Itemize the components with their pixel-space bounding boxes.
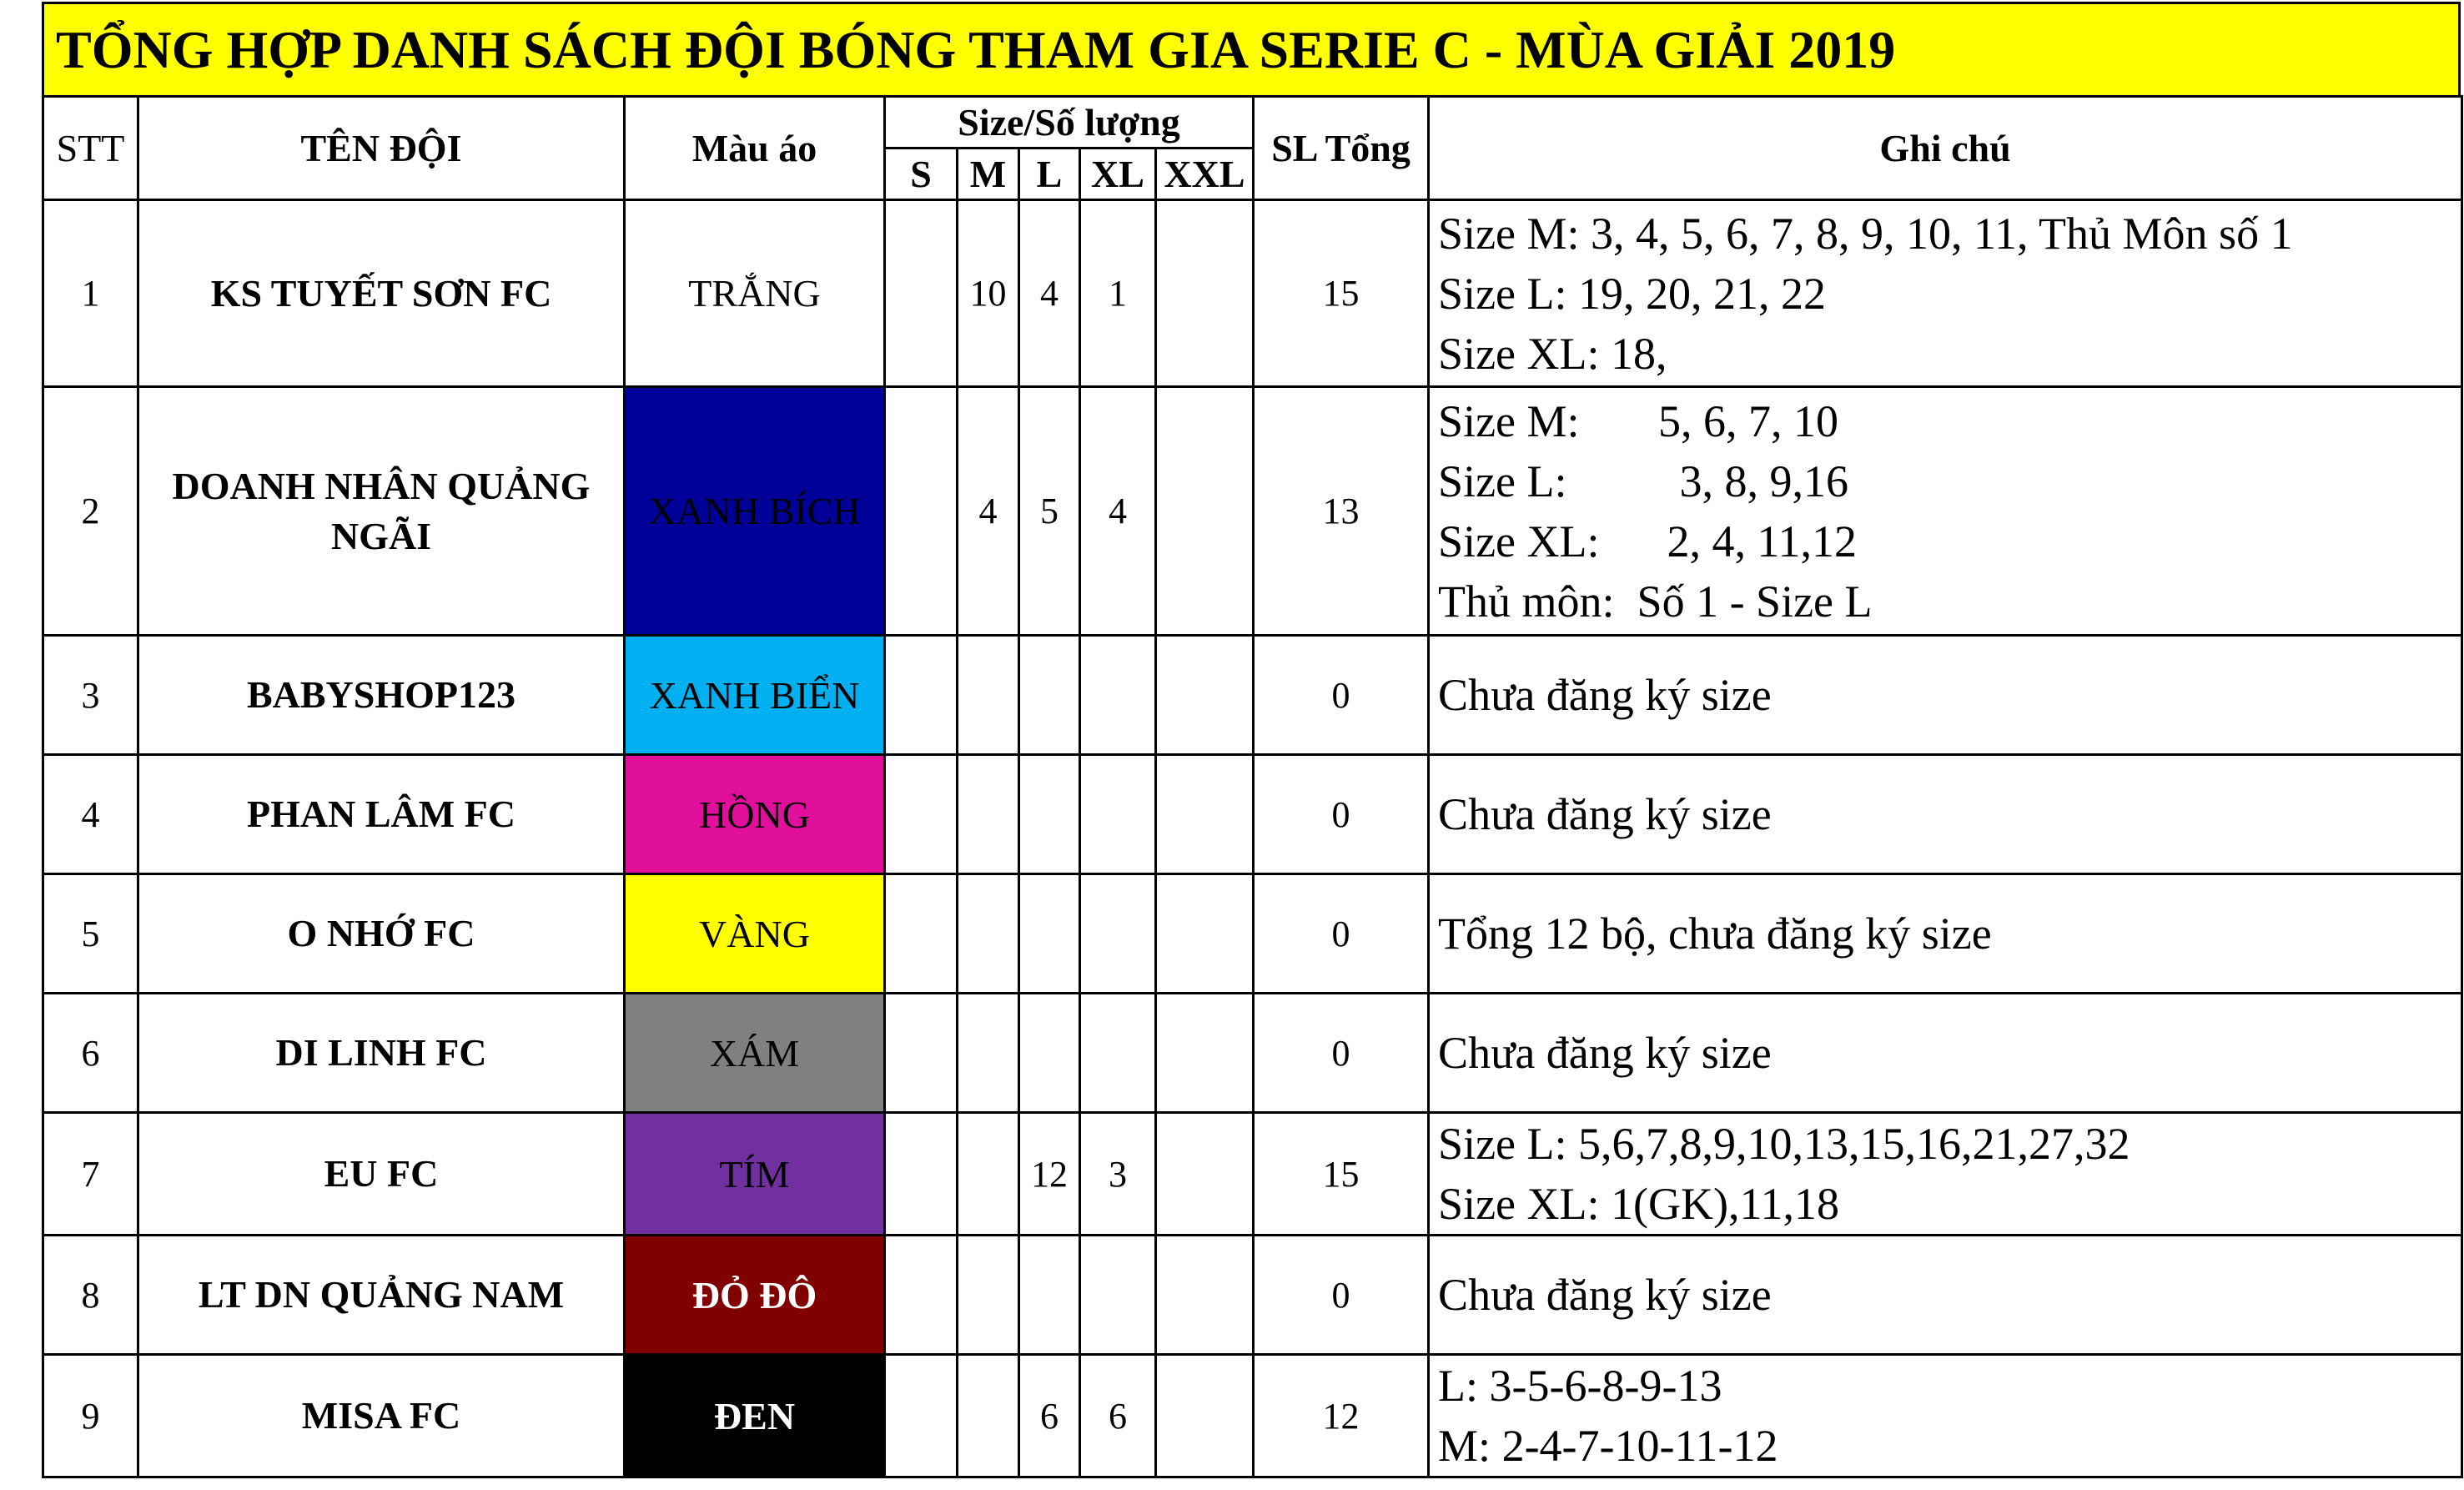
size-s-cell[interactable] xyxy=(885,1236,958,1355)
table-row xyxy=(43,994,2462,1113)
shirt-color-cell[interactable]: TÍM xyxy=(625,1113,885,1236)
stt-cell[interactable]: 2 xyxy=(43,387,138,636)
note-cell[interactable] xyxy=(1429,874,2462,994)
size-xl-cell[interactable] xyxy=(1080,874,1156,994)
table-row xyxy=(43,1236,2462,1355)
note-cell[interactable] xyxy=(1429,755,2462,874)
size-m-cell[interactable] xyxy=(958,1236,1019,1355)
header-size-l[interactable]: L xyxy=(1019,148,1080,200)
team-name-cell[interactable]: EU FC xyxy=(138,1113,625,1236)
note-cell[interactable] xyxy=(1429,1355,2462,1477)
size-s-cell[interactable] xyxy=(885,874,958,994)
note-line: Chưa đăng ký size xyxy=(1438,789,1772,839)
size-xxl-cell[interactable] xyxy=(1156,755,1254,874)
note-line: Size L: 19, 20, 21, 22 xyxy=(1438,268,1827,319)
header-size-xxl[interactable]: XXL xyxy=(1156,148,1254,200)
size-xxl-cell[interactable] xyxy=(1156,1355,1254,1477)
header-size-s[interactable]: S xyxy=(885,148,958,200)
note-line: Size XL: 2, 4, 11,12 xyxy=(1438,516,1857,566)
note-line: Tổng 12 bộ, chưa đăng ký size xyxy=(1438,909,1992,959)
note-line: Size M: 3, 4, 5, 6, 7, 8, 9, 10, 11, Thủ Môn số 1 xyxy=(1438,208,2293,259)
total-cell[interactable]: 15 xyxy=(1254,200,1429,387)
size-m-cell[interactable] xyxy=(958,1355,1019,1477)
size-xl-cell[interactable]: 6 xyxy=(1080,1355,1156,1477)
team-name-cell[interactable]: DOANH NHÂN QUẢNG NGÃI xyxy=(138,387,625,636)
header-size-m[interactable]: M xyxy=(958,148,1019,200)
size-xxl-cell[interactable] xyxy=(1156,1236,1254,1355)
note-line: Chưa đăng ký size xyxy=(1438,670,1772,720)
size-l-cell[interactable]: 4 xyxy=(1019,200,1080,387)
stt-cell[interactable]: 8 xyxy=(43,1236,138,1355)
stt-cell[interactable]: 7 xyxy=(43,1113,138,1236)
total-cell[interactable]: 0 xyxy=(1254,994,1429,1113)
size-m-cell[interactable] xyxy=(958,874,1019,994)
size-l-cell[interactable] xyxy=(1019,1236,1080,1355)
total-cell[interactable]: 15 xyxy=(1254,1113,1429,1236)
table-row xyxy=(43,1113,2462,1236)
stt-cell[interactable]: 4 xyxy=(43,755,138,874)
table-row xyxy=(43,874,2462,994)
note-line: Chưa đăng ký size xyxy=(1438,1028,1772,1078)
header-total[interactable]: SL Tổng xyxy=(1254,97,1429,200)
stt-cell[interactable]: 6 xyxy=(43,994,138,1113)
size-s-cell[interactable] xyxy=(885,994,958,1113)
shirt-color-cell[interactable]: ĐEN xyxy=(625,1355,885,1477)
header-team[interactable]: TÊN ĐỘI xyxy=(138,97,625,200)
spreadsheet xyxy=(42,2,2461,1478)
size-xl-cell[interactable] xyxy=(1080,1236,1156,1355)
total-cell[interactable]: 0 xyxy=(1254,874,1429,994)
note-cell[interactable] xyxy=(1429,994,2462,1113)
note-line: Size XL: 1(GK),11,18 xyxy=(1438,1179,1839,1229)
size-s-cell[interactable] xyxy=(885,755,958,874)
size-xl-cell[interactable] xyxy=(1080,755,1156,874)
size-xxl-cell[interactable] xyxy=(1156,200,1254,387)
size-m-cell[interactable]: 10 xyxy=(958,200,1019,387)
size-s-cell[interactable] xyxy=(885,200,958,387)
shirt-color-cell[interactable]: XÁM xyxy=(625,994,885,1113)
total-cell[interactable]: 0 xyxy=(1254,636,1429,755)
table-row xyxy=(43,387,2462,636)
note-line: Size L: 5,6,7,8,9,10,13,15,16,21,27,32 xyxy=(1438,1119,2130,1169)
note-cell[interactable] xyxy=(1429,1236,2462,1355)
size-m-cell[interactable]: 4 xyxy=(958,387,1019,636)
size-l-cell[interactable] xyxy=(1019,874,1080,994)
sheet-title[interactable]: TỔNG HỢP DANH SÁCH ĐỘI BÓNG THAM GIA SERIE C - MÙA GIẢI 2019 xyxy=(42,2,2461,95)
note-cell[interactable] xyxy=(1429,636,2462,755)
note-line: Thủ môn: Số 1 - Size L xyxy=(1438,576,1873,627)
table-row xyxy=(43,1355,2462,1477)
size-xxl-cell[interactable] xyxy=(1156,387,1254,636)
table-row xyxy=(43,636,2462,755)
size-s-cell[interactable] xyxy=(885,1355,958,1477)
note-cell[interactable] xyxy=(1429,1113,2462,1236)
stt-cell[interactable]: 3 xyxy=(43,636,138,755)
total-cell[interactable]: 0 xyxy=(1254,755,1429,874)
note-line: Size M: 5, 6, 7, 10 xyxy=(1438,395,1839,446)
size-s-cell[interactable] xyxy=(885,387,958,636)
size-xl-cell[interactable] xyxy=(1080,994,1156,1113)
shirt-color-cell[interactable]: XANH BIỂN xyxy=(625,636,885,755)
shirt-color-cell[interactable]: HỒNG xyxy=(625,755,885,874)
header-note[interactable]: Ghi chú xyxy=(1429,97,2462,200)
team-name-cell[interactable]: BABYSHOP123 xyxy=(138,636,625,755)
note-line: L: 3-5-6-8-9-13 xyxy=(1438,1361,1722,1411)
stt-cell[interactable]: 5 xyxy=(43,874,138,994)
size-xl-cell[interactable] xyxy=(1080,636,1156,755)
size-m-cell[interactable] xyxy=(958,636,1019,755)
total-cell[interactable]: 12 xyxy=(1254,1355,1429,1477)
header-stt[interactable]: STT xyxy=(43,97,138,200)
note-line: M: 2-4-7-10-11-12 xyxy=(1438,1421,1778,1471)
size-l-cell[interactable] xyxy=(1019,636,1080,755)
size-l-cell[interactable]: 12 xyxy=(1019,1113,1080,1236)
note-line: Size XL: 18, xyxy=(1438,328,1667,379)
stt-cell[interactable]: 9 xyxy=(43,1355,138,1477)
header-size-xl[interactable]: XL xyxy=(1080,148,1156,200)
note-cell[interactable] xyxy=(1429,200,2462,387)
total-cell[interactable]: 13 xyxy=(1254,387,1429,636)
team-table xyxy=(42,95,2463,1478)
size-l-cell[interactable] xyxy=(1019,994,1080,1113)
size-xl-cell[interactable]: 3 xyxy=(1080,1113,1156,1236)
size-xxl-cell[interactable] xyxy=(1156,1113,1254,1236)
size-l-cell[interactable] xyxy=(1019,755,1080,874)
note-line: Chưa đăng ký size xyxy=(1438,1270,1772,1320)
total-cell[interactable]: 0 xyxy=(1254,1236,1429,1355)
shirt-color-cell[interactable]: ĐỎ ĐÔ xyxy=(625,1236,885,1355)
table-row xyxy=(43,755,2462,874)
size-m-cell[interactable] xyxy=(958,755,1019,874)
size-xxl-cell[interactable] xyxy=(1156,636,1254,755)
size-xxl-cell[interactable] xyxy=(1156,874,1254,994)
header-size-group[interactable]: Size/Số lượng xyxy=(885,97,1254,148)
size-xl-cell[interactable]: 1 xyxy=(1080,200,1156,387)
note-line: Size L: 3, 8, 9,16 xyxy=(1438,456,1849,506)
size-m-cell[interactable] xyxy=(958,994,1019,1113)
size-l-cell[interactable]: 5 xyxy=(1019,387,1080,636)
size-s-cell[interactable] xyxy=(885,636,958,755)
shirt-color-cell[interactable]: TRẮNG xyxy=(625,200,885,387)
size-l-cell[interactable]: 6 xyxy=(1019,1355,1080,1477)
table-row xyxy=(43,200,2462,387)
size-xxl-cell[interactable] xyxy=(1156,994,1254,1113)
team-name-cell[interactable]: PHAN LÂM FC xyxy=(138,755,625,874)
team-name-cell[interactable]: O NHỚ FC xyxy=(138,874,625,994)
team-name-cell[interactable]: LT DN QUẢNG NAM xyxy=(138,1236,625,1355)
header-color[interactable]: Màu áo xyxy=(625,97,885,200)
team-name-cell[interactable]: KS TUYẾT SƠN FC xyxy=(138,200,625,387)
size-m-cell[interactable] xyxy=(958,1113,1019,1236)
size-s-cell[interactable] xyxy=(885,1113,958,1236)
stt-cell[interactable]: 1 xyxy=(43,200,138,387)
team-name-cell[interactable]: DI LINH FC xyxy=(138,994,625,1113)
shirt-color-cell[interactable]: VÀNG xyxy=(625,874,885,994)
note-cell[interactable] xyxy=(1429,387,2462,636)
shirt-color-cell[interactable]: XANH BÍCH xyxy=(625,387,885,636)
size-xl-cell[interactable]: 4 xyxy=(1080,387,1156,636)
team-name-cell[interactable]: MISA FC xyxy=(138,1355,625,1477)
